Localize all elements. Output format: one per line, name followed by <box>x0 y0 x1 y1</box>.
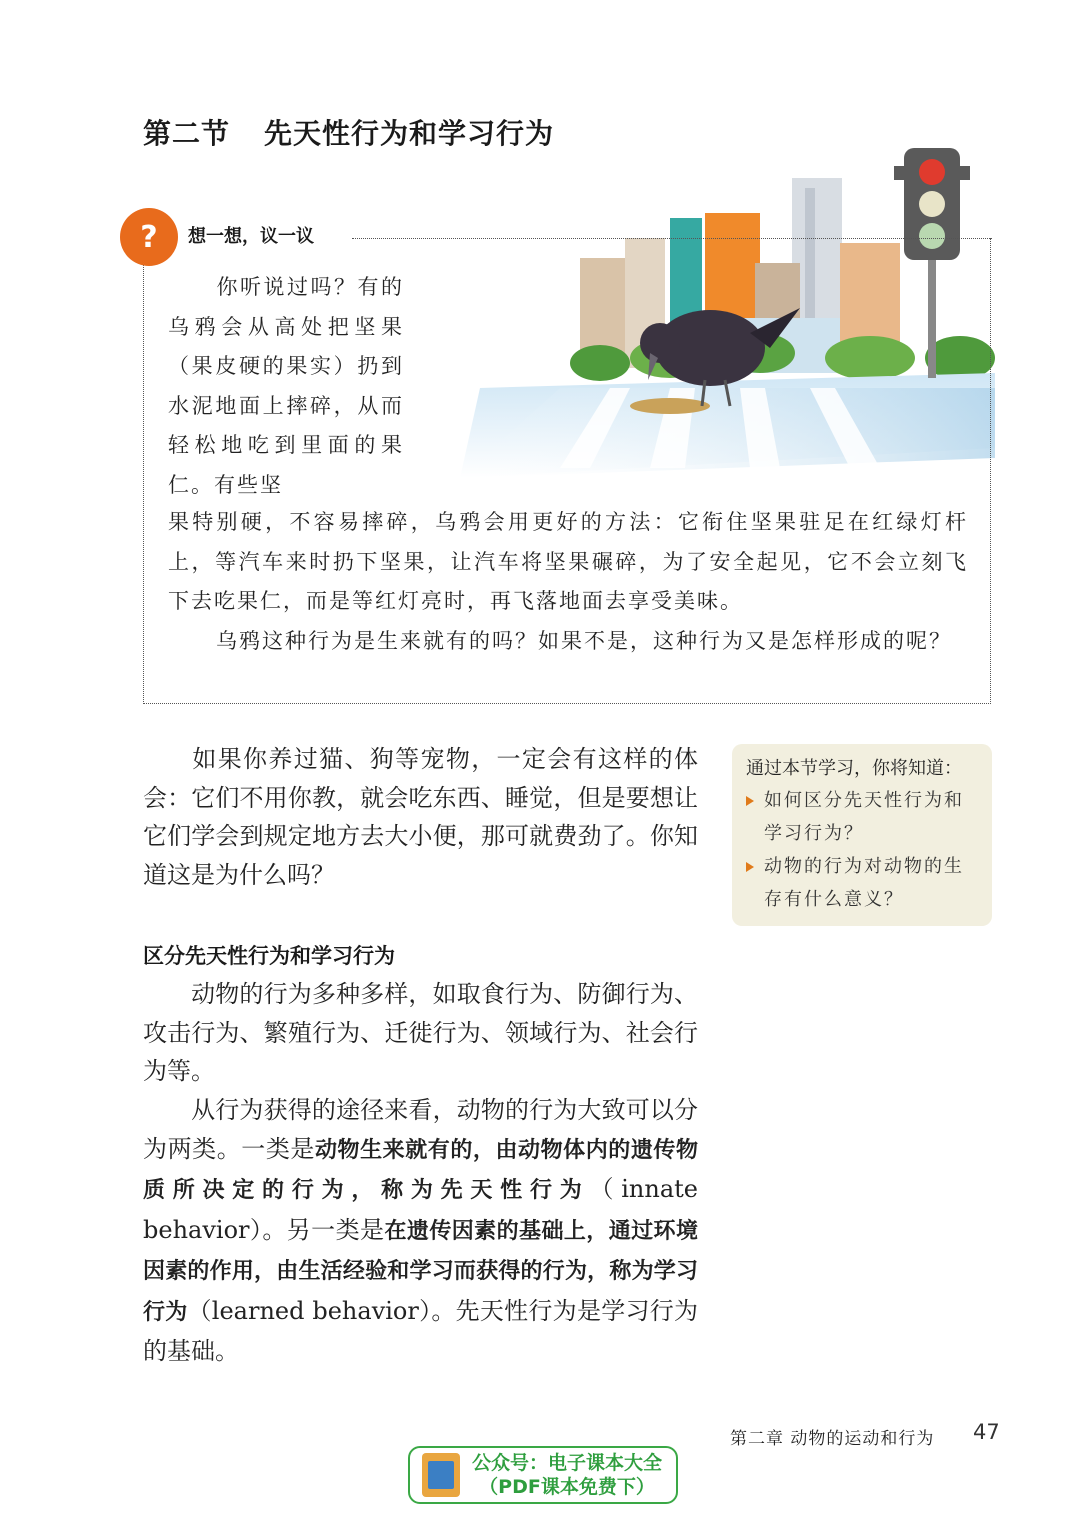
think-paragraph-1-cont: 果特别硬，不容易摔碎，乌鸦会用更好的方法：它衔住坚果驻足在红绿灯杆上，等汽车来时扔下坚果，让汽车将坚果碾碎，为了安全起见，它不会立刻飞下去吃果仁，而是等红灯亮时，再飞落地面去享受美味。 乌鸦这种行为是生来就有的吗？如果不是，这种行为又是怎样形成的呢？ <box>168 510 968 653</box>
think-discuss-icon: ? <box>120 208 178 266</box>
stamp-line-1: 公众号：电子课本大全 <box>472 1452 663 1474</box>
page-number: 47 <box>973 1420 1000 1444</box>
book-icon <box>422 1453 460 1497</box>
body-paragraph: 动物的行为多种多样，如取食行为、防御行为、攻击行为、繁殖行为、迁徙行为、领域行为、社会行为等。 <box>143 980 698 1085</box>
triangle-bullet-icon <box>746 796 754 806</box>
learning-goals-box <box>732 744 992 926</box>
section-number: 第二节 <box>143 117 231 150</box>
learning-goal-item: 如何区分先天性行为和学习行为？ <box>746 784 978 850</box>
section-title: 先天性行为和学习行为 <box>264 117 555 150</box>
body-paragraph: 从行为获得的途径来看，动物的行为大致可以分为两类。一类是动物生来就有的，由动物体内的遗传物质所决定的行为，称为先天性行为（innate behavior）。另一类是在遗传因素的基础上，通过环境因素的作用，由生活经验和学习而获得的行为，称为学习行为（learned behavior）。先天性行为是学习行为的基础。 <box>143 1096 698 1365</box>
intro-paragraph: 如果你养过猫、狗等宠物，一定会有这样的体会：它们不用你教，就会吃东西、睡觉，但是要想让它们学会到规定地方去大小便，那可就费劲了。你知道这是为什么吗？ <box>143 745 698 889</box>
innate-behavior-definition: 动物生来就有的，由动物体内的遗传物质所决定的行为，称为先天性行为 <box>143 1137 698 1203</box>
triangle-bullet-icon <box>746 862 754 872</box>
chapter-footer: 第二章 动物的运动和行为 <box>730 1429 935 1449</box>
learning-goals-heading: 通过本节学习，你将知道： <box>746 758 962 779</box>
think-paragraph-1: 你听说过吗？有的乌鸦会从高处把坚果（果皮硬的果实）扔到水泥地面上摔碎，从而轻松地吃到里面的果仁。有些坚 <box>168 275 404 497</box>
section-heading: 区分先天性行为和学习行为 <box>143 944 395 968</box>
think-heading: 想一想，议一议 <box>188 222 320 248</box>
learning-goal-item: 动物的行为对动物的生存有什么意义？ <box>746 850 978 916</box>
watermark-stamp <box>408 1446 678 1504</box>
page-title <box>143 112 554 152</box>
learned-behavior-definition: 在遗传因素的基础上，通过环境因素的作用，由生活经验和学习而获得的行为，称为学习行为 <box>143 1218 698 1325</box>
stamp-line-2: （PDF课本免费下） <box>479 1476 655 1498</box>
think-question: 乌鸦这种行为是生来就有的吗？如果不是，这种行为又是怎样形成的呢？ <box>216 628 952 653</box>
